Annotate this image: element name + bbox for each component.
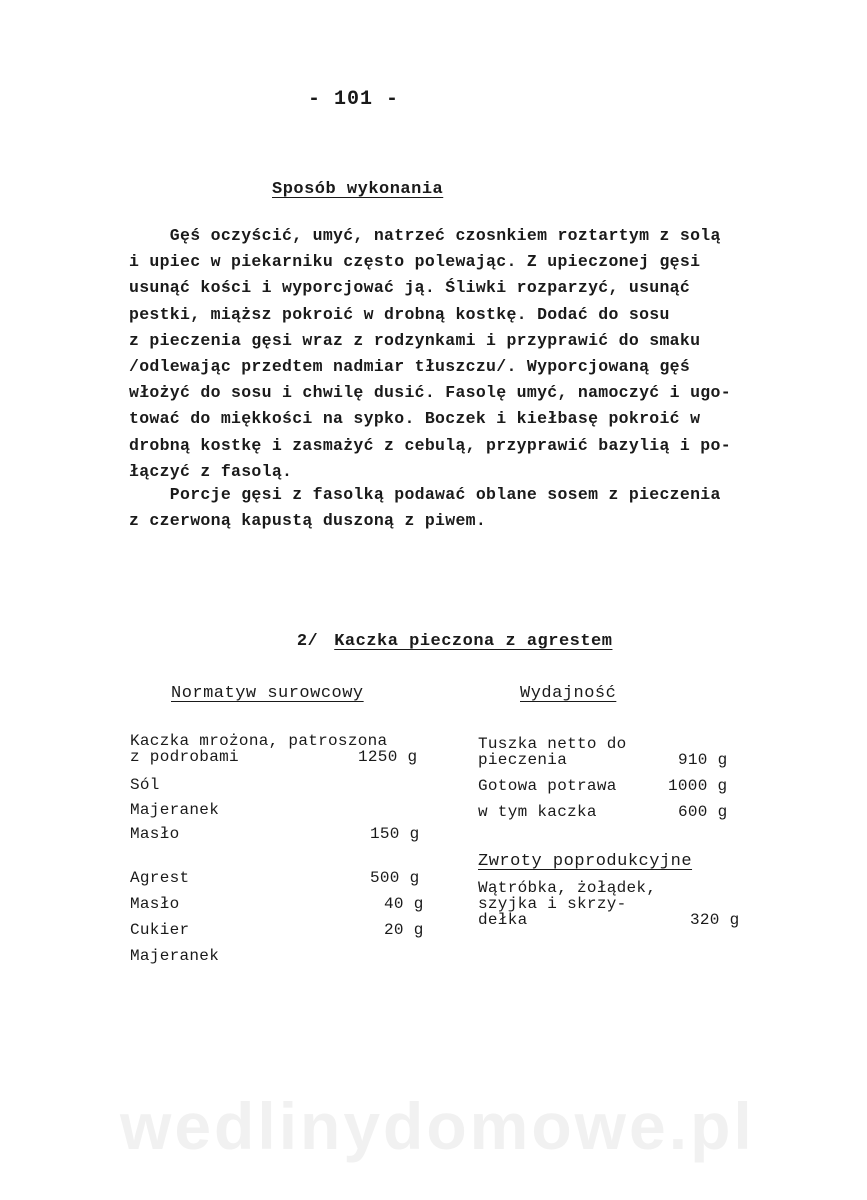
ingredient-name: Cukier [130, 921, 190, 939]
yield-quantity: 1000 g [668, 777, 728, 795]
text-line: /odlewając przedtem nadmiar tłuszczu/. Wyporcjowaną gęś [129, 357, 691, 377]
ingredient-name: Agrest [130, 869, 190, 887]
yield-quantity: 910 g [678, 751, 728, 769]
ingredient-name: Masło [130, 825, 180, 843]
text-line: z pieczenia gęsi wraz z rodzynkami i przyprawić do smaku [129, 330, 701, 350]
ingredient-quantity: 20 g [384, 921, 424, 939]
ingredient-name: Majeranek [130, 947, 220, 965]
text-line: i upiec w piekarniku często polewając. Z upieczonej gęsi [129, 252, 701, 272]
ingredient-quantity: 150 g [370, 825, 420, 843]
ingredient-name: Masło [130, 895, 180, 913]
yield-name: Gotowa potrawa [478, 777, 617, 795]
text-line: Gęś oczyścić, umyć, natrzeć czosnkiem roztartym z solą [129, 226, 721, 245]
text-line: drobną kostkę i zasmażyć z cebulą, przyprawić bazylią i po- [129, 435, 731, 455]
text-line: Porcje gęsi z fasolką podawać oblane sosem z pieczenia [129, 485, 721, 504]
returns-name: Wątróbka, żołądek, szyjka i skrzy- dełka [478, 879, 657, 929]
text-line: z czerwoną kapustą duszoną z piwem. [129, 511, 487, 531]
watermark: wedlinydomowe.pl [120, 1089, 755, 1163]
text-line: włożyć do sosu i chwilę dusić. Fasolę umyć, namoczyć i ugo- [129, 383, 731, 403]
yield-heading: Wydajność [520, 684, 617, 703]
text-line: łączyć z fasolą. [129, 461, 293, 481]
returns-heading: Zwroty poprodukcyjne [478, 852, 693, 871]
method-heading: Sposób wykonania [272, 180, 444, 199]
ingredient-name: Kaczka mrożona, patroszona z podrobami [130, 732, 388, 766]
text-line: tować do miękkości na sypko. Boczek i kiełbasę pokroić w [129, 409, 701, 429]
ingredient-name: Majeranek [130, 801, 220, 819]
yield-name: Tuszka netto do pieczenia [478, 735, 627, 769]
recipe-number: 2/ [296, 632, 319, 651]
ingredient-quantity: 40 g [384, 895, 424, 913]
ingredient-name: Sól [130, 776, 160, 794]
yield-name: w tym kaczka [478, 803, 597, 821]
ingredient-quantity: 500 g [370, 869, 420, 887]
recipe-title [256, 613, 612, 670]
ingredient-quantity: 1250 g [358, 748, 418, 766]
text-line: pestki, miąższ pokroić w drobną kostkę. Dodać do sosu [129, 304, 670, 324]
text-line: usunąć kości i wyporcjować ją. Śliwki rozparzyć, usunąć [129, 278, 691, 298]
recipe-name: Kaczka pieczona z agrestem [334, 632, 613, 651]
norm-heading: Normatyw surowcowy [171, 684, 364, 703]
page-number: - 101 - [308, 88, 400, 111]
returns-quantity: 320 g [690, 911, 740, 929]
yield-quantity: 600 g [678, 803, 728, 821]
method-paragraph-1 [129, 223, 769, 485]
method-paragraph-2 [129, 482, 769, 534]
